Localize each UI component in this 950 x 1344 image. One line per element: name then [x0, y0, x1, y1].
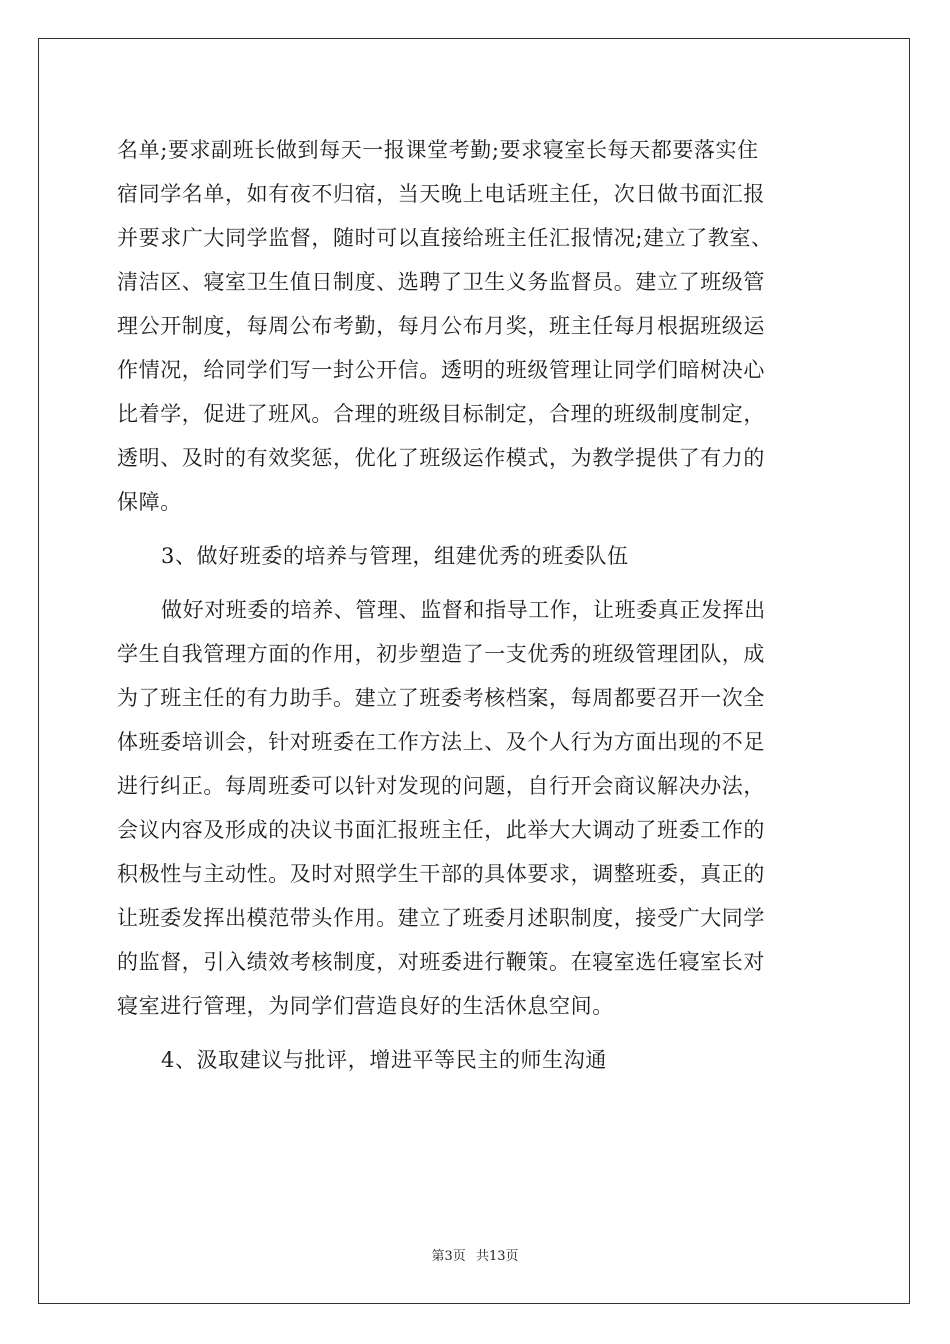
page-total: 共13页 [475, 1249, 519, 1264]
paragraph-line: 学生自我管理方面的作用，初步塑造了一支优秀的班级管理团队，成 [117, 642, 765, 666]
paragraph-line: 做好对班委的培养、管理、监督和指导工作，让班委真正发挥出 [161, 598, 766, 622]
paragraph-line: 让班委发挥出模范带头作用。建立了班委月述职制度，接受广大同学 [117, 906, 765, 930]
section-heading: 4、汲取建议与批评，增进平等民主的师生沟通 [161, 1048, 607, 1072]
paragraph-line: 作情况，给同学们写一封公开信。透明的班级管理让同学们暗树决心 [117, 358, 765, 382]
paragraph-line: 体班委培训会，针对班委在工作方法上、及个人行为方面出现的不足 [117, 730, 765, 754]
paragraph-line: 比着学，促进了班风。合理的班级目标制定，合理的班级制度制定， [117, 402, 765, 426]
page-footer [0, 1245, 950, 1264]
paragraph-line: 的监督，引入绩效考核制度，对班委进行鞭策。在寝室选任寝室长对 [117, 950, 765, 974]
paragraph-line: 并要求广大同学监督，随时可以直接给班主任汇报情况;建立了教室、 [117, 226, 773, 250]
paragraph-line: 清洁区、寝室卫生值日制度、选聘了卫生义务监督员。建立了班级管 [117, 270, 765, 294]
paragraph-line: 为了班主任的有力助手。建立了班委考核档案，每周都要召开一次全 [117, 686, 765, 710]
paragraph-line: 透明、及时的有效奖惩，优化了班级运作模式，为教学提供了有力的 [117, 446, 765, 470]
paragraph-line: 保障。 [117, 490, 182, 514]
paragraph-line: 宿同学名单，如有夜不归宿，当天晚上电话班主任，次日做书面汇报 [117, 182, 765, 206]
page-number: 第3页 [431, 1249, 466, 1264]
paragraph-line: 积极性与主动性。及时对照学生干部的具体要求，调整班委，真正的 [117, 862, 765, 886]
document-body [117, 128, 857, 1082]
paragraph-line: 理公开制度，每周公布考勤，每月公布月奖，班主任每月根据班级运 [117, 314, 765, 338]
paragraph-line: 进行纠正。每周班委可以针对发现的问题，自行开会商议解决办法， [117, 774, 765, 798]
section-heading: 3、做好班委的培养与管理，组建优秀的班委队伍 [161, 544, 629, 568]
paragraph-line: 寝室进行管理，为同学们营造良好的生活休息空间。 [117, 994, 614, 1018]
paragraph-line: 名单;要求副班长做到每天一报课堂考勤;要求寝室长每天都要落实住 [117, 138, 759, 162]
paragraph-line: 会议内容及形成的决议书面汇报班主任，此举大大调动了班委工作的 [117, 818, 765, 842]
